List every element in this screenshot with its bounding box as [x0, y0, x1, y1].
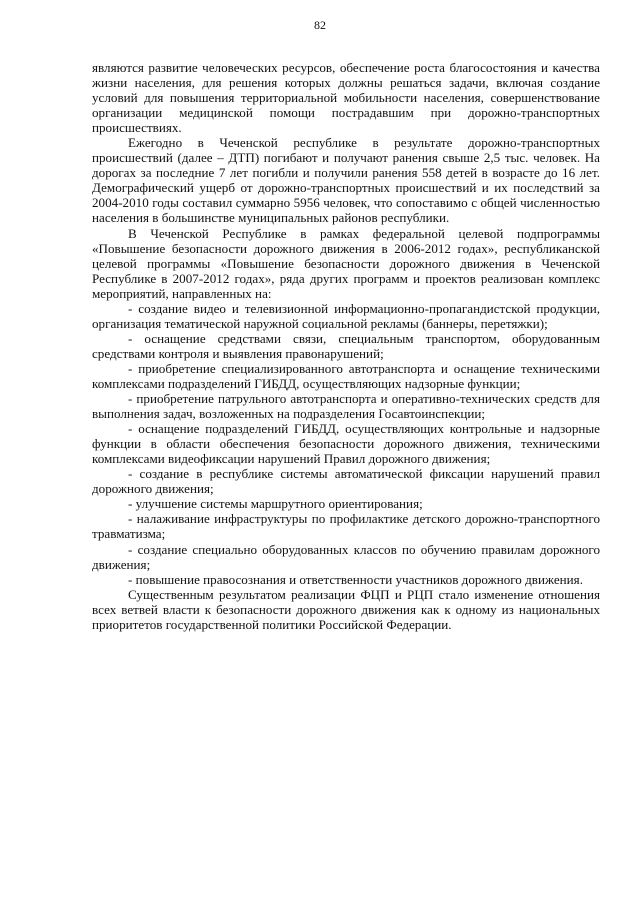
list-item: - оснащение средствами связи, специальным транспортом, оборудованным средствами контроля и выявления правонарушений;	[92, 330, 600, 361]
body-paragraph: являются развитие человеческих ресурсов, обеспечение роста благосостояния и качества жизни населения, для решения которых должны решаться задачи, включая создание условий для повышения территориальной мобильности населения, совершенствование организации медицинской помощи пострадавшим при дорожно-транспортных происшествиях.	[92, 60, 600, 136]
list-item: - создание специально оборудованных классов по обучению правилам дорожного движения;	[92, 541, 600, 572]
body-paragraph: Ежегодно в Чеченской республике в результате дорожно-транспортных происшествий (далее – ДТП) погибают и получают ранения свыше 2,5 тыс. человек. На дорогах за последние 7 лет погибли и получили ранения 558 детей в возрасте до 16 лет. Демографический ущерб от дорожно-транспортных происшествий и их последствий за 2004-2010 годы составил суммарно 5956 человек, что сопоставимо с общей численностью населения в большинстве муниципальных районов республики.	[92, 135, 600, 226]
document-body	[92, 60, 600, 632]
list-item: - оснащение подразделений ГИБДД, осуществляющих контрольные и надзорные функции в области обеспечения безопасности дорожного движения, техническими комплексами видеофиксации нарушений Правил дорожного движения;	[92, 421, 600, 467]
list-item: - повышение правосознания и ответственности участников дорожного движения.	[128, 571, 583, 587]
list-item: - создание видео и телевизионной информационно-пропагандистской продукции, организация тематической наружной социальной рекламы (баннеры, перетяжки);	[92, 300, 600, 331]
list-item: - приобретение специализированного автотранспорта и оснащение техническими комплексами подразделений ГИБДД, осуществляющих надзорные функции;	[92, 360, 600, 391]
page-number: 82	[314, 18, 326, 32]
body-paragraph: В Чеченской Республике в рамках федеральной целевой подпрограммы «Повышение безопасности дорожного движения в 2006-2012 годах», республиканской целевой программы «Повышение безопасности дорожного движения в Чеченской Республике в 2007-2012 годах», ряда других программ и проектов реализован комплекс мероприятий, направленных на:	[92, 225, 600, 301]
list-item: - приобретение патрульного автотранспорта и оперативно-технических средств для выполнения задач, возложенных на подразделения Госавтоинспекции;	[92, 391, 600, 422]
list-item: - улучшение системы маршрутного ориентирования;	[128, 496, 423, 512]
list-item: - налаживание инфраструктуры по профилактике детского дорожно-транспортного травматизма;	[92, 511, 600, 542]
list-item: - создание в республике системы автоматической фиксации нарушений правил дорожного движения;	[92, 466, 600, 497]
body-paragraph: Существенным результатом реализации ФЦП и РЦП стало изменение отношения всех ветвей власти к безопасности дорожного движения как к одному из национальных приоритетов государственной политики Российской Федерации.	[92, 586, 600, 632]
